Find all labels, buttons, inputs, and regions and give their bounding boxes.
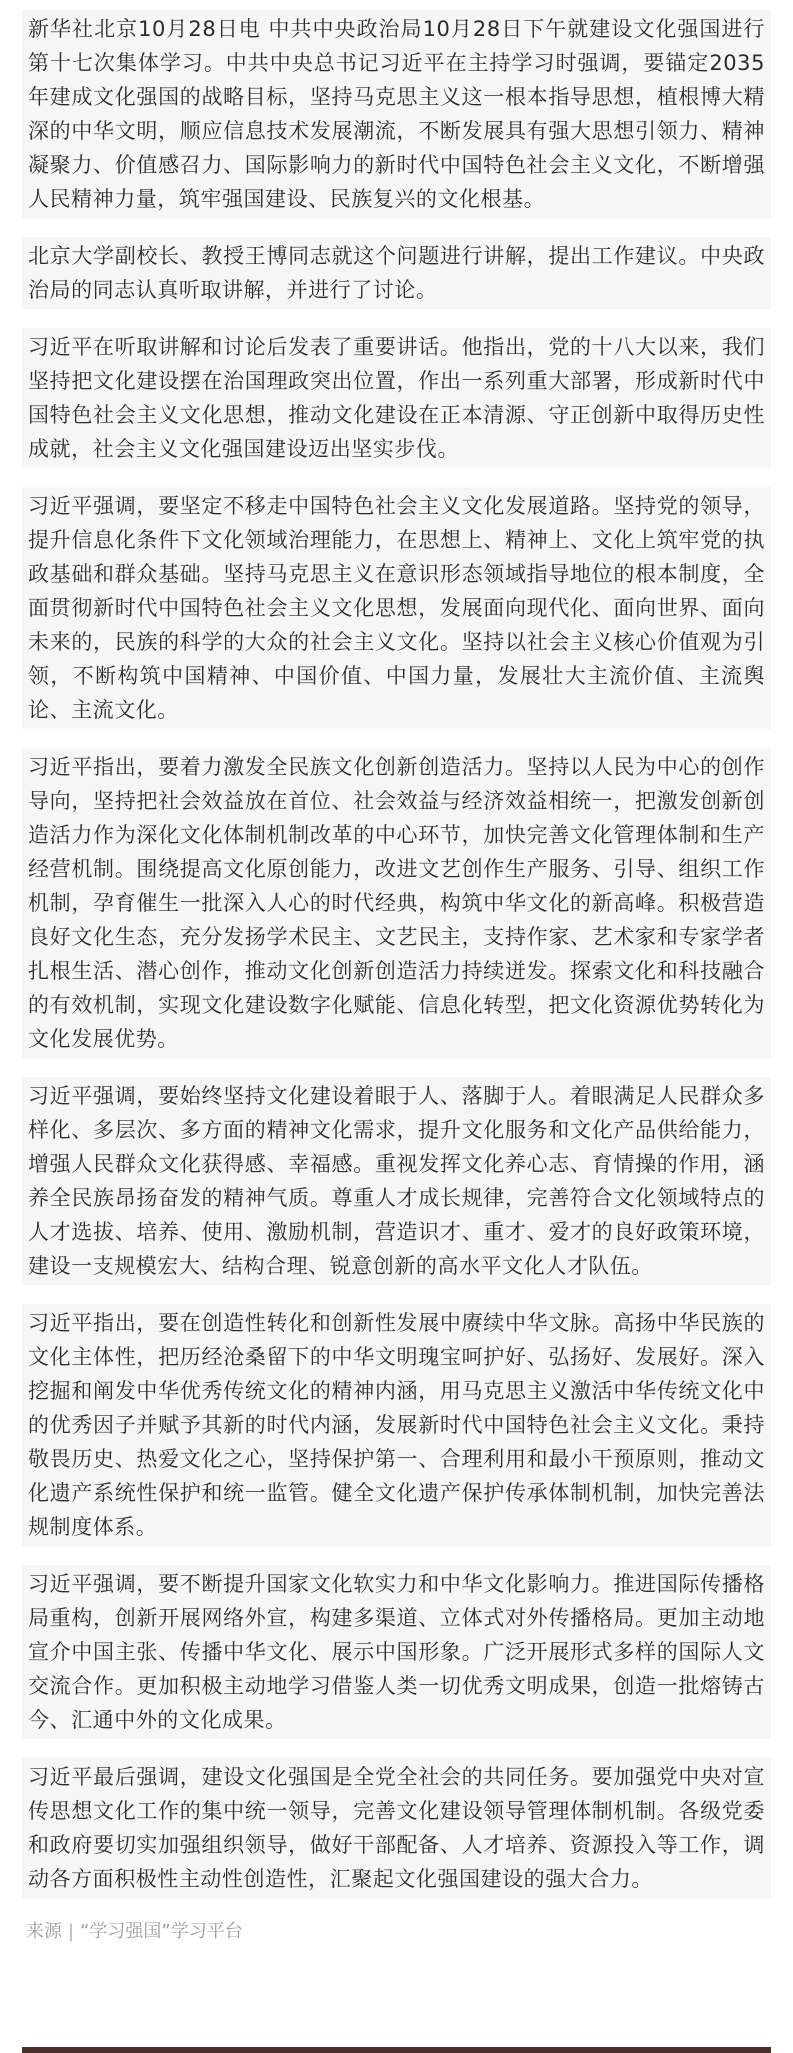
paragraph-text: 新华社北京10月28日电 中共中央政治局10月28日下午就建设文化强国进行第十七次集体学习。中共中央总书记习近平在主持学习时强调，要锚定2035年建成文化强国的战略目标，坚持马克思主义这一根本指导思想，植根博大精深的中华文明，顺应信息技术发展潮流，不断发展具有强大思想引领力、精神凝聚力、价值感召力、国际影响力的新时代中国特色社会主义文化，不断增强人民精神力量，筑牢强国建设、民族复兴的文化根基。 [28, 17, 765, 211]
paragraph-text: 习近平指出，要在创造性转化和创新性发展中赓续中华文脉。高扬中华民族的文化主体性，把历经沧桑留下的中华文明瑰宝呵护好、弘扬好、发展好。深入挖掘和阐发中华优秀传统文化的精神内涵，用马克思主义激活中华传统文化中的优秀因子并赋予其新的时代内涵，发展新时代中国特色社会主义文化。秉持敬畏历史、热爱文化之心，坚持保护第一、合理利用和最小干预原则，推动文化遗产系统性保护和统一监管。健全文化遗产保护传承体制机制，加快完善法规制度体系。 [28, 1311, 765, 1539]
article-paragraph [22, 487, 771, 729]
paragraph-text: 习近平指出，要着力激发全民族文化创新创造活力。坚持以人民为中心的创作导向，坚持把社会效益放在首位、社会效益与经济效益相统一，把激发创新创造活力作为深化文化体制机制改革的中心环节，加快完善文化管理体制和生产经营机制。围绕提高文化原创能力，改进文艺创作生产服务、引导、组织工作机制，孕育催生一批深入人心的时代经典，构筑中华文化的新高峰。积极营造良好文化生态，充分发扬学术民主、文艺民主，支持作家、艺术家和专家学者扎根生活、潜心创作，推动文化创新创造活力持续迸发。探索文化和科技融合的有效机制，实现文化建设数字化赋能、信息化转型，把文化资源优势转化为文化发展优势。 [28, 755, 765, 1051]
source-label: 来源 [26, 1921, 62, 1942]
article-paragraph [22, 748, 771, 1058]
article-paragraph [22, 1565, 771, 1739]
bottom-divider-bar [22, 2047, 771, 2053]
paragraph-text: 习近平在听取讲解和讨论后发表了重要讲话。他指出，党的十八大以来，我们坚持把文化建设摆在治国理政突出位置，作出一系列重大部署，形成新时代中国特色社会主义文化思想，推动文化建设在正本清源、守正创新中取得历史性成就，社会主义文化强国建设迈出坚实步伐。 [28, 335, 765, 461]
source-separator: | [68, 1921, 75, 1942]
article-paragraph [22, 1758, 771, 1898]
article-paragraph [22, 10, 771, 218]
paragraph-text: 习近平强调，要始终坚持文化建设着眼于人、落脚于人。着眼满足人民群众多样化、多层次、多方面的精神文化需求，提升文化服务和文化产品供给能力，增强人民群众文化获得感、幸福感。重视发挥文化养心志、育情操的作用，涵养全民族昂扬奋发的精神气质。尊重人才成长规律，完善符合文化领域特点的人才选拔、培养、使用、激励机制，营造识才、重才、爱才的良好政策环境，建设一支规模宏大、结构合理、锐意创新的高水平文化人才队伍。 [28, 1084, 765, 1278]
paragraph-text: 习近平最后强调，建设文化强国是全党全社会的共同任务。要加强党中央对宣传思想文化工作的集中统一领导，完善文化建设领导管理体制机制。各级党委和政府要切实加强组织领导，做好干部配备、人才培养、资源投入等工作，调动各方面积极性主动性创造性，汇聚起文化强国建设的强大合力。 [28, 1765, 765, 1891]
article-paragraph [22, 1304, 771, 1546]
article-paragraph [22, 328, 771, 468]
article-paragraph [22, 1077, 771, 1285]
source-line [22, 1917, 771, 1947]
paragraph-text: 习近平强调，要坚定不移走中国特色社会主义文化发展道路。坚持党的领导，提升信息化条件下文化领域治理能力，在思想上、精神上、文化上筑牢党的执政基础和群众基础。坚持马克思主义在意识形态领域指导地位的根本制度，全面贯彻新时代中国特色社会主义文化思想，发展面向现代化、面向世界、面向未来的，民族的科学的大众的社会主义文化。坚持以社会主义核心价值观为引领，不断构筑中国精神、中国价值、中国力量，发展壮大主流价值、主流舆论、主流文化。 [28, 494, 765, 722]
article-paragraph [22, 237, 771, 309]
paragraph-text: 习近平强调，要不断提升国家文化软实力和中华文化影响力。推进国际传播格局重构，创新开展网络外宣，构建多渠道、立体式对外传播格局。更加主动地宣介中国主张、传播中华文化、展示中国形象。广泛开展形式多样的国际人文交流合作。更加积极主动地学习借鉴人类一切优秀文明成果，创造一批熔铸古今、汇通中外的文化成果。 [28, 1572, 765, 1732]
source-value: “学习强国”学习平台 [80, 1921, 243, 1942]
paragraph-text: 北京大学副校长、教授王博同志就这个问题进行讲解，提出工作建议。中央政治局的同志认真听取讲解，并进行了讨论。 [28, 244, 765, 302]
